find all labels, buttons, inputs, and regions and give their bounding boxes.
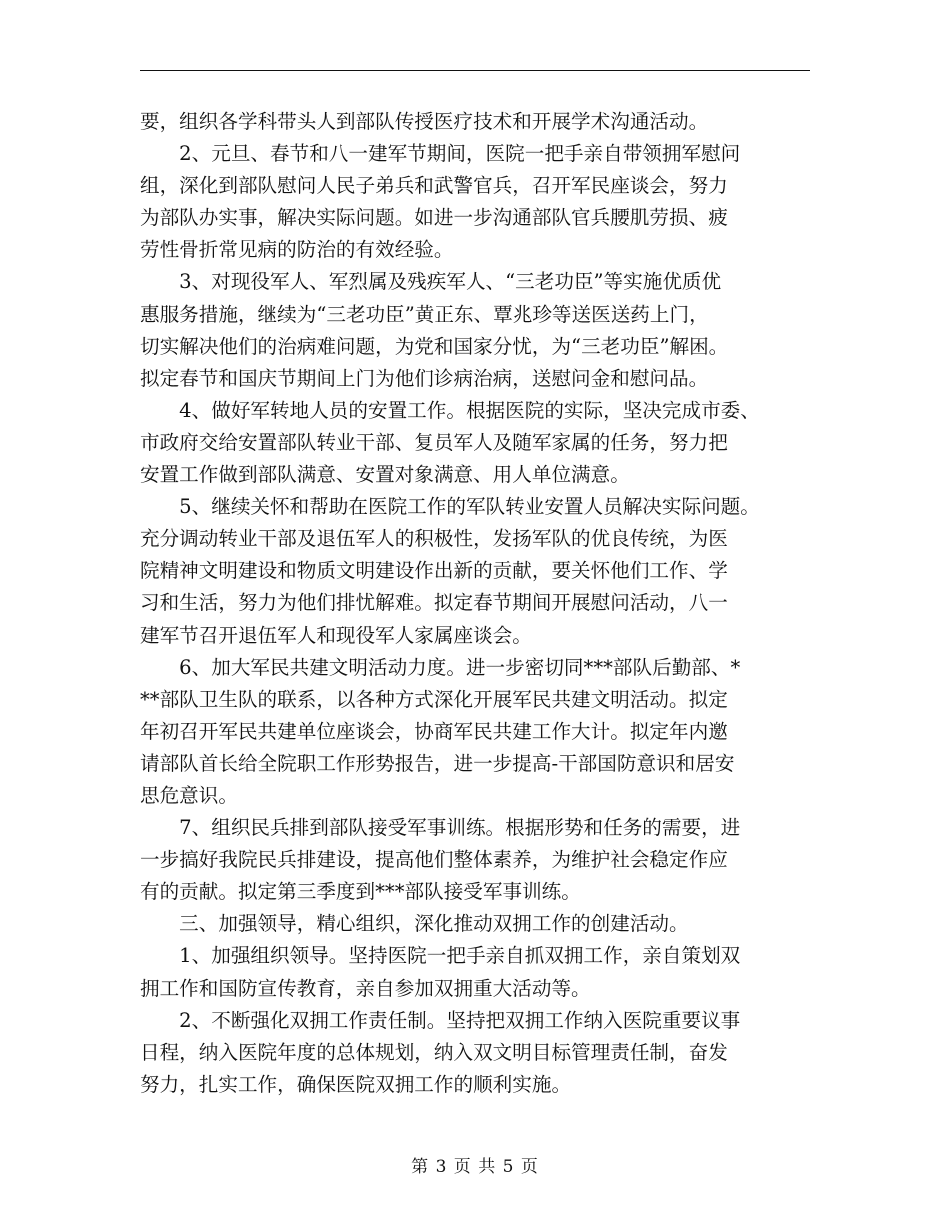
text-line: 一步搞好我院民兵排建设，提高他们整体素养，为维护社会稳定作应 [140,848,728,872]
text-line: 拥工作和国防宣传教育，亲自参加双拥重大活动等。 [140,976,591,1000]
text-line: 4、做好军转地人员的安置工作。根据医院的实际，坚决完成市委、 [140,398,760,422]
text-line: 惠服务措施，继续为“三老功臣”黄正东、覃兆珍等送医送药上门， [140,302,709,326]
text-line: 为部队办实事，解决实际问题。如进一步沟通部队官兵腰肌劳损、疲 [140,206,728,230]
text-line: 有的贡献。拟定第三季度到***部队接受军事训练。 [140,880,581,904]
text-line: 请部队首长给全院职工作形势报告，进一步提高-干部国防意识和居安 [140,751,735,775]
text-line: 努力，扎实工作，确保医院双拥工作的顺利实施。 [140,1072,572,1096]
text-line: 年初召开军民共建单位座谈会，协商军民共建工作大计。拟定年内邀 [140,719,728,743]
text-line: **部队卫生队的联系，以各种方式深化开展军民共建文明活动。拟定 [140,687,728,711]
text-line: 5、继续关怀和帮助在医院工作的军队转业安置人员解决实际问题。 [140,495,760,519]
text-line: 1、加强组织领导。坚持医院一把手亲自抓双拥工作，亲自策划双 [140,944,741,968]
document-body [140,106,830,1101]
text-line: 建军节召开退伍军人和现役军人家属座谈会。 [140,623,532,647]
text-line: 习和生活，努力为他们排忧解难。拟定春节期间开展慰问活动，八一 [140,591,728,615]
text-line: 日程，纳入医院年度的总体规划，纳入双文明目标管理责任制，奋发 [140,1040,728,1064]
text-line: 院精神文明建设和物质文明建设作出新的贡献，要关怀他们工作、学 [140,559,728,583]
text-line: 劳性骨折常见病的防治的有效经验。 [140,238,454,262]
text-line: 3、对现役军人、军烈属及残疾军人、“三老功臣”等实施优质优 [140,270,722,294]
text-line: 拟定春节和国庆节期间上门为他们诊病治病，送慰问金和慰问品。 [140,366,709,390]
text-line: 三、加强领导，精心组织，深化推动双拥工作的创建活动。 [140,912,689,936]
text-line: 要，组织各学科带头人到部队传授医疗技术和开展学术沟通活动。 [140,110,709,133]
text-line: 组，深化到部队慰问人民子弟兵和武警官兵，召开军民座谈会，努力 [140,174,728,198]
text-line: 市政府交给安置部队转业干部、复员军人及随军家属的任务，努力把 [140,430,728,454]
text-line: 7、组织民兵排到部队接受军事训练。根据形势和任务的需要，进 [140,816,741,840]
header-rule [140,70,810,71]
text-line: 思危意识。 [140,783,238,807]
text-line: 2、不断强化双拥工作责任制。坚持把双拥工作纳入医院重要议事 [140,1008,741,1032]
text-line: 2、元旦、春节和八一建军节期间，医院一把手亲自带领拥军慰问 [140,142,741,166]
text-line: 安置工作做到部队满意、安置对象满意、用人单位满意。 [140,463,630,487]
text-line: 切实解决他们的治病难问题，为党和国家分忧，为“三老功臣”解困。 [140,334,729,358]
text-line: 充分调动转业干部及退伍军人的积极性，发扬军队的优良传统，为医 [140,527,728,551]
text-line: 6、加大军民共建文明活动力度。进一步密切同***部队后勤部、* [140,655,741,679]
page-number: 第 3 页 共 5 页 [411,1157,539,1177]
